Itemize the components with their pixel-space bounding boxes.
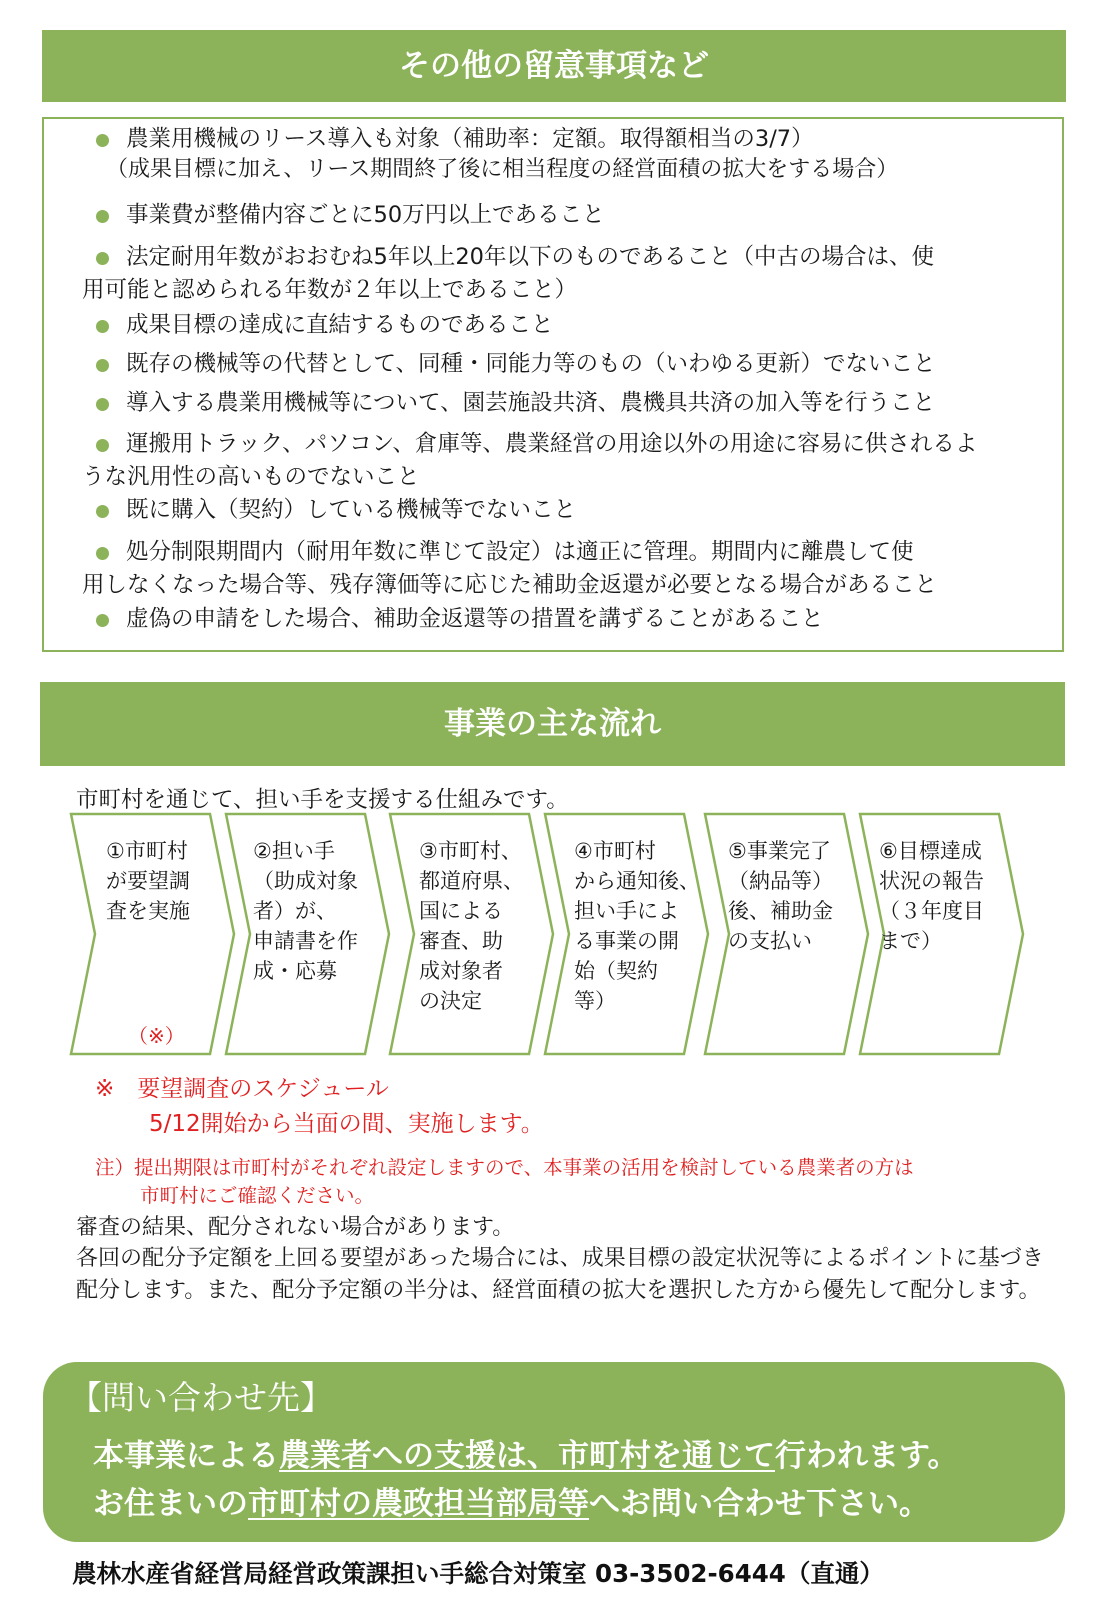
step-footnote-mark: （※）	[128, 1024, 185, 1048]
bullet-icon	[96, 547, 109, 560]
notes-box	[42, 117, 1064, 652]
flow-step-5: ⑤事業完了 （納品等） 後、補助金 の支払い	[702, 812, 872, 1056]
lease-subnote: （成果目標に加え、リース期間終了後に相当程度の経営面積の拡大をする場合）	[106, 157, 899, 182]
flow-step-3: ③市町村、 都道府県、 国による 審査、助 成対象者 の決定	[387, 812, 557, 1056]
bullet-icon	[96, 252, 109, 265]
flow-step-1: ①市町村 が要望調 査を実施	[68, 812, 238, 1056]
deadline-note: 注）提出期限は市町村がそれぞれ設定しますので、本事業の活用を検討している農業者の方は	[95, 1156, 914, 1179]
flow-step-2: ②担い手 （助成対象 者）が、 申請書を作 成・応募	[223, 812, 393, 1056]
bullet-icon	[96, 614, 109, 627]
section-title-flow: 事業の主な流れ	[40, 682, 1065, 766]
bullet-icon	[96, 320, 109, 333]
schedule-title: ※ 要望調査のスケジュール	[95, 1076, 389, 1102]
contact-title: 【問い合わせ先】	[69, 1378, 333, 1417]
bullet-icon	[96, 439, 109, 452]
list-item: 事業費が整備内容ごとに50万円以上であること	[82, 199, 1044, 232]
list-item: 農業用機械のリース導入も対象（補助率：定額。取得額相当の3/7）	[82, 123, 1044, 156]
list-item: 成果目標の達成に直結するものであること	[82, 309, 1044, 342]
flow-step-4: ④市町村 から通知後、 担い手によ る事業の開 始（契約 等）	[542, 812, 712, 1056]
list-item: 既存の機械等の代替として、同種・同能力等のもの（いわゆる更新）でないこと	[82, 348, 1044, 381]
bullet-icon	[96, 134, 109, 147]
bullet-icon	[96, 505, 109, 518]
schedule-text: 5/12開始から当面の間、実施します。	[149, 1111, 544, 1137]
list-item: 運搬用トラック、パソコン、倉庫等、農業経営の用途以外の用途に容易に供されるよ うな汎用性の高いものでないこと	[82, 431, 978, 490]
allocation-note: 各回の配分予定額を上回る要望があった場合には、成果目標の設定状況等によるポイントに基づき配分します。また、配分予定額の半分は、経営面積の拡大を選択した方から優先して配分します。	[76, 1246, 1044, 1303]
bullet-icon	[96, 359, 109, 372]
flow-step-6: ⑥目標達成 状況の報告 （３年度目 まで）	[857, 812, 1027, 1056]
list-item: 法定耐用年数がおおむね5年以上20年以下のものであること（中古の場合は、使 用可能と認められる年数が２年以上であること）	[82, 244, 934, 303]
contact-box	[43, 1362, 1065, 1542]
flow-intro: 市町村を通じて、担い手を支援する仕組みです。	[76, 787, 569, 813]
deadline-note-cont: 市町村にご確認ください。	[140, 1184, 375, 1207]
contact-line-1: 本事業による農業者への支援は、市町村を通じて行われます。	[93, 1438, 959, 1474]
list-item: 虚偽の申請をした場合、補助金返還等の措置を講ずることがあること	[82, 603, 1044, 636]
list-item: 導入する農業用機械等について、園芸施設共済、農機具共済の加入等を行うこと	[82, 387, 1044, 420]
list-item: 処分制限期間内（耐用年数に準じて設定）は適正に管理。期間内に離農して使 用しなくなった場合等、残存簿価等に応じた補助金返還が必要となる場合があること	[82, 539, 938, 598]
contact-line-2: お住まいの市町村の農政担当部局等へお問い合わせ下さい。	[93, 1486, 930, 1522]
bullet-icon	[96, 398, 109, 411]
section-title-notes: その他の留意事項など	[42, 30, 1066, 102]
bullet-icon	[96, 210, 109, 223]
list-item: 既に購入（契約）している機械等でないこと	[82, 494, 1044, 527]
review-note: 審査の結果、配分されない場合があります。	[76, 1215, 515, 1240]
footer-contact: 農林水産省経営局経営政策課担い手総合対策室 03-3502-6444（直通）	[72, 1559, 884, 1588]
